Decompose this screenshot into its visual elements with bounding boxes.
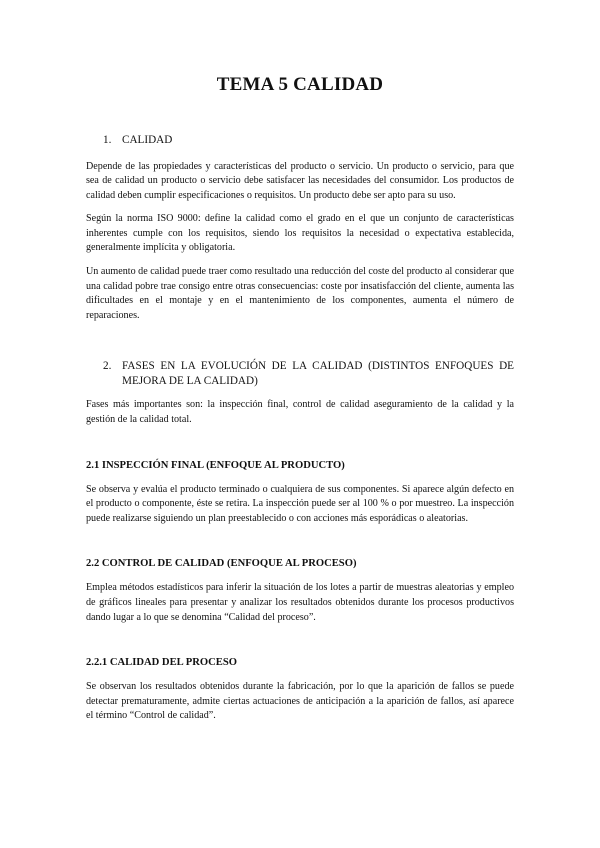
- subsection-2-2-1-paragraph: Se observan los resultados obtenidos durante la fabricación, por lo que la aparición de fallos se puede detectar prematuramente, admite ciertas actuaciones de anticipación a la aparición de fallos, así aparece el término “Control de calidad”.: [86, 681, 514, 722]
- section-1-number: 1.: [103, 134, 112, 146]
- section-2-number: 2.: [103, 360, 112, 373]
- subsection-2-2-paragraph: Emplea métodos estadísticos para inferir la situación de los lotes a partir de muestras aleatorias y empleo de gráficos lineales para presentar y analizar los resultados obtenidos durante los procesos productivos dando lugar a lo que se denomina “Calidad del proceso”.: [86, 582, 514, 623]
- section-1-paragraph-3: Un aumento de calidad puede traer como resultado una reducción del coste del producto al considerar que una calidad pobre trae consigo entre otras consecuencias: coste por insatisfacción del cliente, aumenta las dificultades en el montaje y en el mantenimiento de los componentes, aumenta el número de reparaciones.: [86, 266, 514, 321]
- section-2-title: FASES EN LA EVOLUCIÓN DE LA CALIDAD (DISTINTOS ENFOQUES DE MEJORA DE LA CALIDAD): [122, 360, 514, 387]
- subsection-2-2-heading: 2.2 CONTROL DE CALIDAD (ENFOQUE AL PROCESO): [86, 558, 357, 570]
- section-1-title: CALIDAD: [122, 134, 173, 146]
- subsection-2-2-1-heading: 2.2.1 CALIDAD DEL PROCESO: [86, 657, 237, 669]
- section-2-heading: [86, 359, 514, 388]
- section-1-heading: [86, 133, 514, 148]
- document-title: TEMA 5 CALIDAD: [216, 74, 384, 95]
- section-1-paragraph-1: Depende de las propiedades y características del producto o servicio. Un producto o servicio, para que sea de calidad un producto o servicio debe satisfacer las necesidades del consumidor. Los productos de calidad deben cumplir especificaciones o requisitos. Un producto debe ser apto para su uso.: [86, 160, 514, 201]
- section-1-paragraph-2: Según la norma ISO 9000: define la calidad como el grado en el que un conjunto de características inherentes cumple con los requisitos, siendo los requisitos la necesidad o expectativa establecida, generalmente implícita y obligatoria.: [86, 213, 514, 254]
- section-2-paragraph: Fases más importantes son: la inspección final, control de calidad aseguramiento de la calidad y la gestión de la calidad total.: [86, 399, 514, 426]
- subsection-2-1-heading: 2.1 INSPECCIÓN FINAL (ENFOQUE AL PRODUCTO): [86, 459, 345, 471]
- subsection-2-1-paragraph: Se observa y evalúa el producto terminado o cualquiera de sus componentes. Si aparece algún defecto en el producto o componente, éste se retira. La inspección puede ser al 100 % o por muestreo. La inspección puede realizarse siguiendo un plan preestablecido o con acciones más esporádicas o aleatorias.: [86, 483, 514, 524]
